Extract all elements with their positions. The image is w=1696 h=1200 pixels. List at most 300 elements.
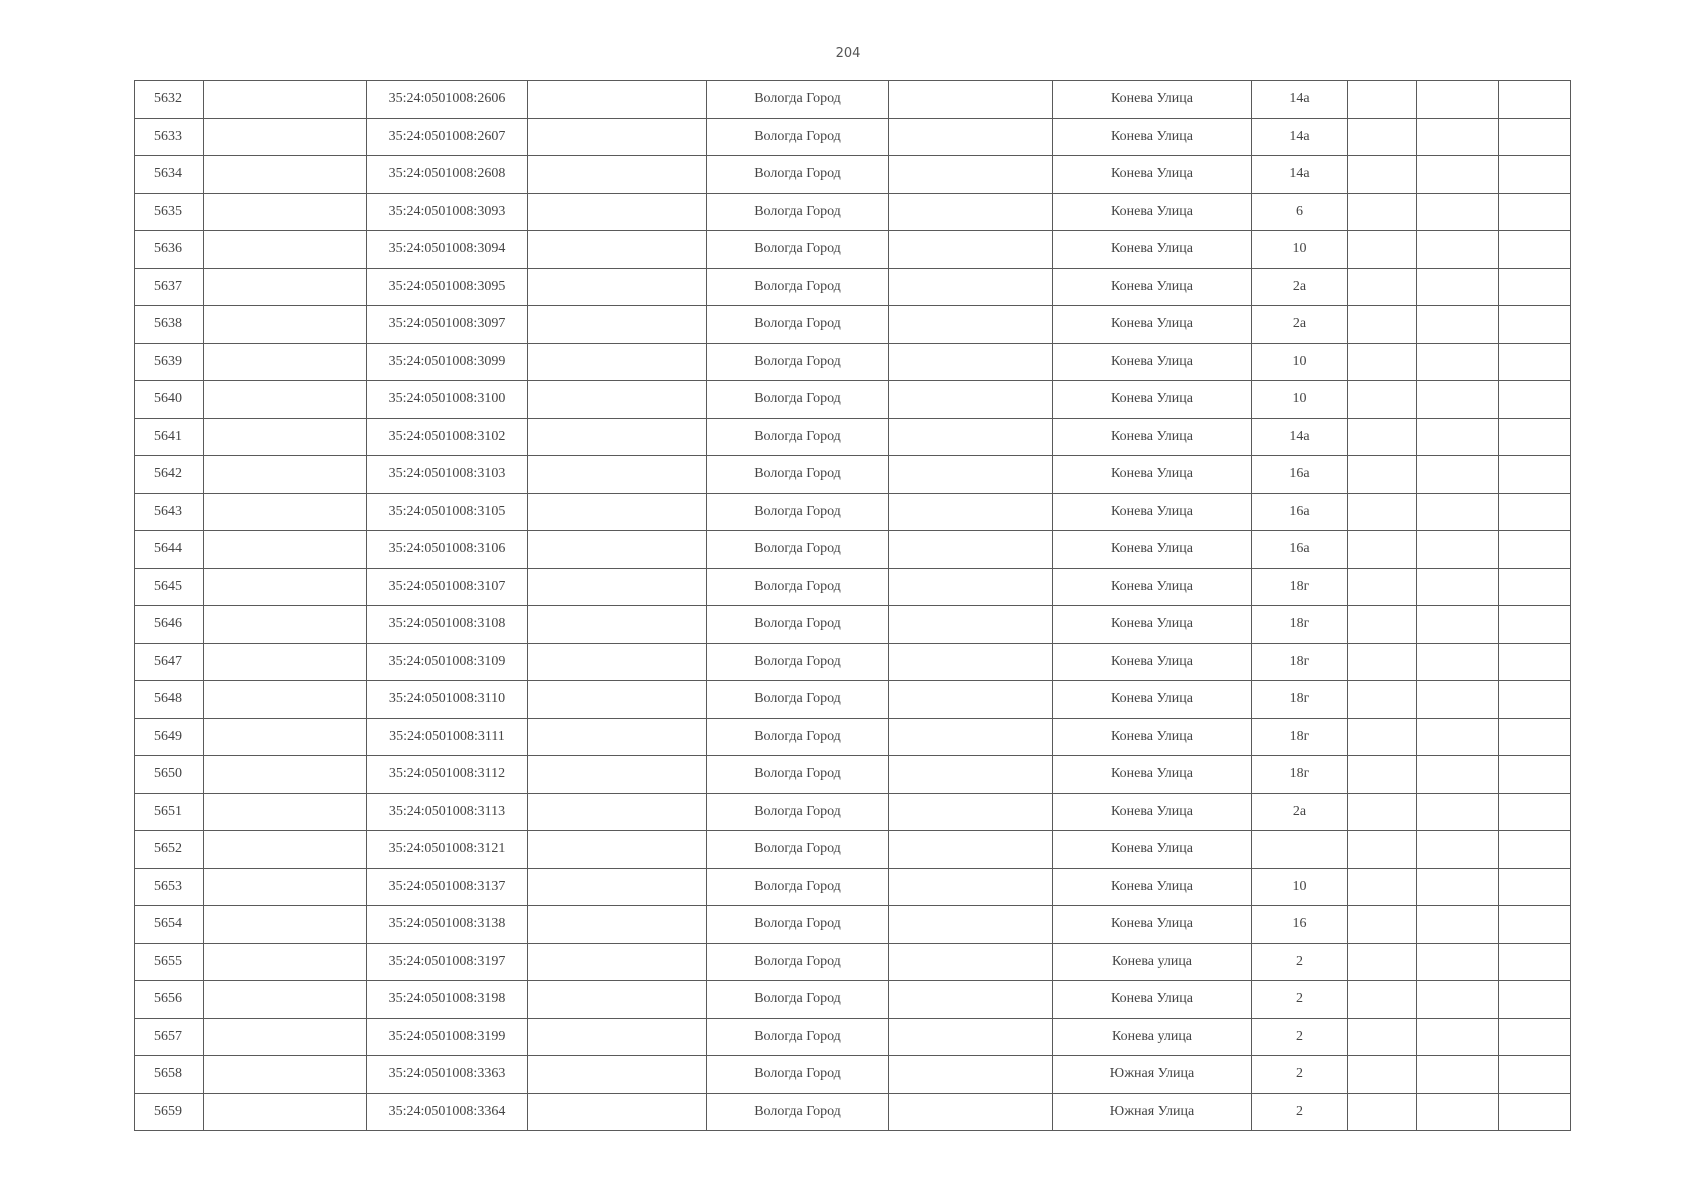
house-number-cell: 10 — [1252, 343, 1348, 381]
empty-cell — [889, 831, 1053, 869]
empty-cell — [1348, 981, 1417, 1019]
empty-cell — [1348, 831, 1417, 869]
empty-cell — [889, 606, 1053, 644]
row-number-cell: 5637 — [135, 268, 204, 306]
empty-cell — [889, 943, 1053, 981]
row-number-cell: 5649 — [135, 718, 204, 756]
empty-cell — [528, 831, 707, 869]
house-number-cell: 16а — [1252, 456, 1348, 494]
city-cell: Вологда Город — [707, 531, 889, 569]
empty-cell — [889, 793, 1053, 831]
empty-cell — [1417, 343, 1499, 381]
empty-cell — [1499, 981, 1571, 1019]
empty-cell — [1499, 606, 1571, 644]
empty-cell — [204, 606, 367, 644]
city-cell: Вологда Город — [707, 306, 889, 344]
empty-cell — [1348, 868, 1417, 906]
empty-cell — [1499, 1018, 1571, 1056]
city-cell: Вологда Город — [707, 343, 889, 381]
empty-cell — [528, 981, 707, 1019]
empty-cell — [1499, 118, 1571, 156]
house-number-cell: 18г — [1252, 756, 1348, 794]
city-cell: Вологда Город — [707, 118, 889, 156]
cadastral-number-cell: 35:24:0501008:3106 — [367, 531, 528, 569]
cadastral-number-cell: 35:24:0501008:3099 — [367, 343, 528, 381]
empty-cell — [528, 118, 707, 156]
empty-cell — [1348, 418, 1417, 456]
table-row — [135, 531, 1571, 569]
table-row — [135, 718, 1571, 756]
empty-cell — [1417, 981, 1499, 1019]
empty-cell — [1348, 643, 1417, 681]
street-cell: Конева Улица — [1053, 306, 1252, 344]
empty-cell — [1417, 718, 1499, 756]
house-number-cell: 16 — [1252, 906, 1348, 944]
row-number-cell: 5656 — [135, 981, 204, 1019]
empty-cell — [528, 793, 707, 831]
house-number-cell: 2 — [1252, 1093, 1348, 1131]
street-cell: Конева Улица — [1053, 156, 1252, 194]
cadastral-number-cell: 35:24:0501008:3111 — [367, 718, 528, 756]
empty-cell — [204, 306, 367, 344]
house-number-cell: 18г — [1252, 568, 1348, 606]
empty-cell — [1499, 268, 1571, 306]
cadastral-number-cell: 35:24:0501008:3363 — [367, 1056, 528, 1094]
empty-cell — [528, 343, 707, 381]
table-body — [135, 81, 1571, 1131]
cadastral-number-cell: 35:24:0501008:3108 — [367, 606, 528, 644]
empty-cell — [1499, 81, 1571, 119]
city-cell: Вологда Город — [707, 643, 889, 681]
empty-cell — [204, 418, 367, 456]
empty-cell — [889, 493, 1053, 531]
table-row — [135, 156, 1571, 194]
street-cell: Конева Улица — [1053, 456, 1252, 494]
house-number-cell: 14а — [1252, 156, 1348, 194]
cadastral-number-cell: 35:24:0501008:3113 — [367, 793, 528, 831]
empty-cell — [204, 756, 367, 794]
empty-cell — [204, 231, 367, 269]
empty-cell — [528, 193, 707, 231]
street-cell: Конева Улица — [1053, 493, 1252, 531]
empty-cell — [204, 868, 367, 906]
empty-cell — [204, 118, 367, 156]
row-number-cell: 5658 — [135, 1056, 204, 1094]
empty-cell — [1499, 193, 1571, 231]
street-cell: Конева Улица — [1053, 718, 1252, 756]
table-row — [135, 1093, 1571, 1131]
table-row — [135, 793, 1571, 831]
table-row — [135, 306, 1571, 344]
empty-cell — [1348, 381, 1417, 419]
empty-cell — [1348, 681, 1417, 719]
empty-cell — [204, 156, 367, 194]
table-row — [135, 343, 1571, 381]
street-cell: Конева Улица — [1053, 868, 1252, 906]
street-cell: Конева Улица — [1053, 343, 1252, 381]
empty-cell — [528, 868, 707, 906]
row-number-cell: 5643 — [135, 493, 204, 531]
empty-cell — [1417, 531, 1499, 569]
table-row — [135, 831, 1571, 869]
cadastral-number-cell: 35:24:0501008:3199 — [367, 1018, 528, 1056]
empty-cell — [1499, 643, 1571, 681]
city-cell: Вологда Город — [707, 381, 889, 419]
house-number-cell: 18г — [1252, 718, 1348, 756]
empty-cell — [528, 306, 707, 344]
street-cell: Конева Улица — [1053, 268, 1252, 306]
empty-cell — [889, 156, 1053, 194]
empty-cell — [889, 418, 1053, 456]
row-number-cell: 5633 — [135, 118, 204, 156]
empty-cell — [1499, 493, 1571, 531]
house-number-cell: 18г — [1252, 681, 1348, 719]
empty-cell — [528, 606, 707, 644]
street-cell: Конева улица — [1053, 943, 1252, 981]
empty-cell — [889, 531, 1053, 569]
table-row — [135, 1018, 1571, 1056]
empty-cell — [1417, 793, 1499, 831]
empty-cell — [528, 231, 707, 269]
row-number-cell: 5638 — [135, 306, 204, 344]
empty-cell — [1348, 231, 1417, 269]
empty-cell — [1499, 231, 1571, 269]
empty-cell — [889, 643, 1053, 681]
empty-cell — [1417, 868, 1499, 906]
row-number-cell: 5651 — [135, 793, 204, 831]
cadastral-number-cell: 35:24:0501008:3093 — [367, 193, 528, 231]
empty-cell — [528, 418, 707, 456]
city-cell: Вологда Город — [707, 418, 889, 456]
street-cell: Конева Улица — [1053, 381, 1252, 419]
empty-cell — [528, 681, 707, 719]
empty-cell — [1499, 943, 1571, 981]
house-number-cell: 14а — [1252, 118, 1348, 156]
cadastral-number-cell: 35:24:0501008:3102 — [367, 418, 528, 456]
cadastral-number-cell: 35:24:0501008:3109 — [367, 643, 528, 681]
row-number-cell: 5648 — [135, 681, 204, 719]
row-number-cell: 5647 — [135, 643, 204, 681]
empty-cell — [1417, 231, 1499, 269]
house-number-cell: 2 — [1252, 1056, 1348, 1094]
cadastral-number-cell: 35:24:0501008:3103 — [367, 456, 528, 494]
city-cell: Вологда Город — [707, 943, 889, 981]
empty-cell — [528, 1093, 707, 1131]
row-number-cell: 5652 — [135, 831, 204, 869]
row-number-cell: 5640 — [135, 381, 204, 419]
empty-cell — [1348, 606, 1417, 644]
empty-cell — [1417, 118, 1499, 156]
empty-cell — [528, 156, 707, 194]
empty-cell — [889, 868, 1053, 906]
empty-cell — [1417, 756, 1499, 794]
cadastral-number-cell: 35:24:0501008:3110 — [367, 681, 528, 719]
cadastral-number-cell: 35:24:0501008:3100 — [367, 381, 528, 419]
row-number-cell: 5642 — [135, 456, 204, 494]
cadastral-number-cell: 35:24:0501008:3097 — [367, 306, 528, 344]
street-cell: Конева Улица — [1053, 418, 1252, 456]
empty-cell — [889, 906, 1053, 944]
city-cell: Вологда Город — [707, 681, 889, 719]
house-number-cell: 2а — [1252, 793, 1348, 831]
city-cell: Вологда Город — [707, 606, 889, 644]
empty-cell — [1348, 568, 1417, 606]
cadastral-number-cell: 35:24:0501008:2608 — [367, 156, 528, 194]
empty-cell — [889, 568, 1053, 606]
empty-cell — [204, 568, 367, 606]
empty-cell — [1348, 343, 1417, 381]
row-number-cell: 5634 — [135, 156, 204, 194]
empty-cell — [204, 643, 367, 681]
empty-cell — [889, 1056, 1053, 1094]
row-number-cell: 5645 — [135, 568, 204, 606]
city-cell: Вологда Город — [707, 81, 889, 119]
cadastral-number-cell: 35:24:0501008:2607 — [367, 118, 528, 156]
city-cell: Вологда Город — [707, 1056, 889, 1094]
empty-cell — [889, 1018, 1053, 1056]
empty-cell — [889, 456, 1053, 494]
empty-cell — [889, 718, 1053, 756]
empty-cell — [1348, 456, 1417, 494]
cadastral-number-cell: 35:24:0501008:3198 — [367, 981, 528, 1019]
empty-cell — [204, 531, 367, 569]
empty-cell — [1348, 1093, 1417, 1131]
empty-cell — [204, 831, 367, 869]
cadastral-number-cell: 35:24:0501008:3107 — [367, 568, 528, 606]
empty-cell — [528, 718, 707, 756]
empty-cell — [889, 306, 1053, 344]
row-number-cell: 5646 — [135, 606, 204, 644]
empty-cell — [1348, 81, 1417, 119]
table-row — [135, 756, 1571, 794]
city-cell: Вологда Город — [707, 231, 889, 269]
empty-cell — [889, 756, 1053, 794]
empty-cell — [204, 981, 367, 1019]
city-cell: Вологда Город — [707, 568, 889, 606]
city-cell: Вологда Город — [707, 718, 889, 756]
cadastral-number-cell: 35:24:0501008:3364 — [367, 1093, 528, 1131]
row-number-cell: 5654 — [135, 906, 204, 944]
house-number-cell: 2 — [1252, 981, 1348, 1019]
table-row — [135, 868, 1571, 906]
table-row — [135, 1056, 1571, 1094]
empty-cell — [1499, 1056, 1571, 1094]
table-row — [135, 418, 1571, 456]
house-number-cell: 16а — [1252, 531, 1348, 569]
empty-cell — [1417, 456, 1499, 494]
empty-cell — [1499, 531, 1571, 569]
empty-cell — [889, 193, 1053, 231]
street-cell: Конева Улица — [1053, 681, 1252, 719]
table-row — [135, 493, 1571, 531]
city-cell: Вологда Город — [707, 831, 889, 869]
empty-cell — [528, 493, 707, 531]
empty-cell — [1348, 793, 1417, 831]
empty-cell — [528, 943, 707, 981]
house-number-cell — [1252, 831, 1348, 869]
empty-cell — [1348, 193, 1417, 231]
row-number-cell: 5655 — [135, 943, 204, 981]
row-number-cell: 5644 — [135, 531, 204, 569]
empty-cell — [1417, 1018, 1499, 1056]
empty-cell — [1348, 493, 1417, 531]
street-cell: Конева Улица — [1053, 568, 1252, 606]
empty-cell — [1499, 681, 1571, 719]
empty-cell — [1417, 1093, 1499, 1131]
empty-cell — [1499, 868, 1571, 906]
empty-cell — [1499, 156, 1571, 194]
street-cell: Конева Улица — [1053, 193, 1252, 231]
city-cell: Вологда Город — [707, 756, 889, 794]
table-row — [135, 681, 1571, 719]
empty-cell — [889, 681, 1053, 719]
house-number-cell: 10 — [1252, 868, 1348, 906]
house-number-cell: 2 — [1252, 1018, 1348, 1056]
city-cell: Вологда Город — [707, 1018, 889, 1056]
cadastral-number-cell: 35:24:0501008:3105 — [367, 493, 528, 531]
street-cell: Южная Улица — [1053, 1056, 1252, 1094]
empty-cell — [1348, 756, 1417, 794]
empty-cell — [1348, 268, 1417, 306]
empty-cell — [204, 193, 367, 231]
empty-cell — [889, 231, 1053, 269]
cadastral-number-cell: 35:24:0501008:2606 — [367, 81, 528, 119]
street-cell: Конева Улица — [1053, 231, 1252, 269]
house-number-cell: 10 — [1252, 231, 1348, 269]
table-row — [135, 906, 1571, 944]
empty-cell — [528, 906, 707, 944]
empty-cell — [1417, 193, 1499, 231]
street-cell: Конева Улица — [1053, 981, 1252, 1019]
empty-cell — [1417, 381, 1499, 419]
city-cell: Вологда Город — [707, 906, 889, 944]
empty-cell — [1417, 493, 1499, 531]
empty-cell — [204, 1056, 367, 1094]
empty-cell — [1499, 1093, 1571, 1131]
empty-cell — [889, 118, 1053, 156]
empty-cell — [528, 643, 707, 681]
table-row — [135, 568, 1571, 606]
empty-cell — [204, 793, 367, 831]
street-cell: Конева Улица — [1053, 81, 1252, 119]
empty-cell — [889, 81, 1053, 119]
empty-cell — [528, 81, 707, 119]
empty-cell — [1499, 568, 1571, 606]
table-row — [135, 943, 1571, 981]
empty-cell — [204, 718, 367, 756]
city-cell: Вологда Город — [707, 456, 889, 494]
cadastral-number-cell: 35:24:0501008:3137 — [367, 868, 528, 906]
table-row — [135, 643, 1571, 681]
empty-cell — [1417, 831, 1499, 869]
empty-cell — [1499, 718, 1571, 756]
empty-cell — [889, 343, 1053, 381]
row-number-cell: 5659 — [135, 1093, 204, 1131]
house-number-cell: 18г — [1252, 606, 1348, 644]
city-cell: Вологда Город — [707, 1093, 889, 1131]
empty-cell — [889, 981, 1053, 1019]
empty-cell — [528, 1056, 707, 1094]
house-number-cell: 14а — [1252, 418, 1348, 456]
empty-cell — [1348, 943, 1417, 981]
empty-cell — [1348, 906, 1417, 944]
street-cell: Конева Улица — [1053, 531, 1252, 569]
row-number-cell: 5657 — [135, 1018, 204, 1056]
empty-cell — [204, 268, 367, 306]
cadastral-number-cell: 35:24:0501008:3094 — [367, 231, 528, 269]
table-row — [135, 606, 1571, 644]
empty-cell — [204, 381, 367, 419]
street-cell: Конева Улица — [1053, 118, 1252, 156]
empty-cell — [1499, 418, 1571, 456]
table-row — [135, 981, 1571, 1019]
empty-cell — [889, 1093, 1053, 1131]
empty-cell — [204, 343, 367, 381]
street-cell: Конева Улица — [1053, 606, 1252, 644]
empty-cell — [1417, 906, 1499, 944]
empty-cell — [1348, 1018, 1417, 1056]
empty-cell — [1499, 831, 1571, 869]
empty-cell — [204, 1018, 367, 1056]
empty-cell — [1417, 81, 1499, 119]
row-number-cell: 5636 — [135, 231, 204, 269]
cadastral-number-cell: 35:24:0501008:3112 — [367, 756, 528, 794]
empty-cell — [1499, 306, 1571, 344]
empty-cell — [528, 381, 707, 419]
empty-cell — [1499, 343, 1571, 381]
empty-cell — [1348, 306, 1417, 344]
street-cell: Конева Улица — [1053, 756, 1252, 794]
cadastral-number-cell: 35:24:0501008:3197 — [367, 943, 528, 981]
empty-cell — [1417, 681, 1499, 719]
table-row — [135, 81, 1571, 119]
empty-cell — [1417, 606, 1499, 644]
empty-cell — [1417, 306, 1499, 344]
table-row — [135, 456, 1571, 494]
city-cell: Вологда Город — [707, 156, 889, 194]
registry-table — [134, 80, 1571, 1131]
empty-cell — [1499, 906, 1571, 944]
empty-cell — [1417, 1056, 1499, 1094]
empty-cell — [1417, 418, 1499, 456]
empty-cell — [1417, 268, 1499, 306]
row-number-cell: 5639 — [135, 343, 204, 381]
empty-cell — [1499, 456, 1571, 494]
empty-cell — [1348, 718, 1417, 756]
cadastral-number-cell: 35:24:0501008:3138 — [367, 906, 528, 944]
street-cell: Южная Улица — [1053, 1093, 1252, 1131]
empty-cell — [204, 456, 367, 494]
page-number: 204 — [835, 46, 861, 61]
city-cell: Вологда Город — [707, 868, 889, 906]
empty-cell — [1417, 568, 1499, 606]
empty-cell — [1348, 1056, 1417, 1094]
empty-cell — [889, 381, 1053, 419]
house-number-cell: 10 — [1252, 381, 1348, 419]
empty-cell — [528, 456, 707, 494]
empty-cell — [889, 268, 1053, 306]
empty-cell — [204, 681, 367, 719]
house-number-cell: 14а — [1252, 81, 1348, 119]
city-cell: Вологда Город — [707, 793, 889, 831]
empty-cell — [528, 531, 707, 569]
row-number-cell: 5632 — [135, 81, 204, 119]
table-row — [135, 381, 1571, 419]
cadastral-number-cell: 35:24:0501008:3121 — [367, 831, 528, 869]
house-number-cell: 16а — [1252, 493, 1348, 531]
street-cell: Конева Улица — [1053, 831, 1252, 869]
row-number-cell: 5641 — [135, 418, 204, 456]
